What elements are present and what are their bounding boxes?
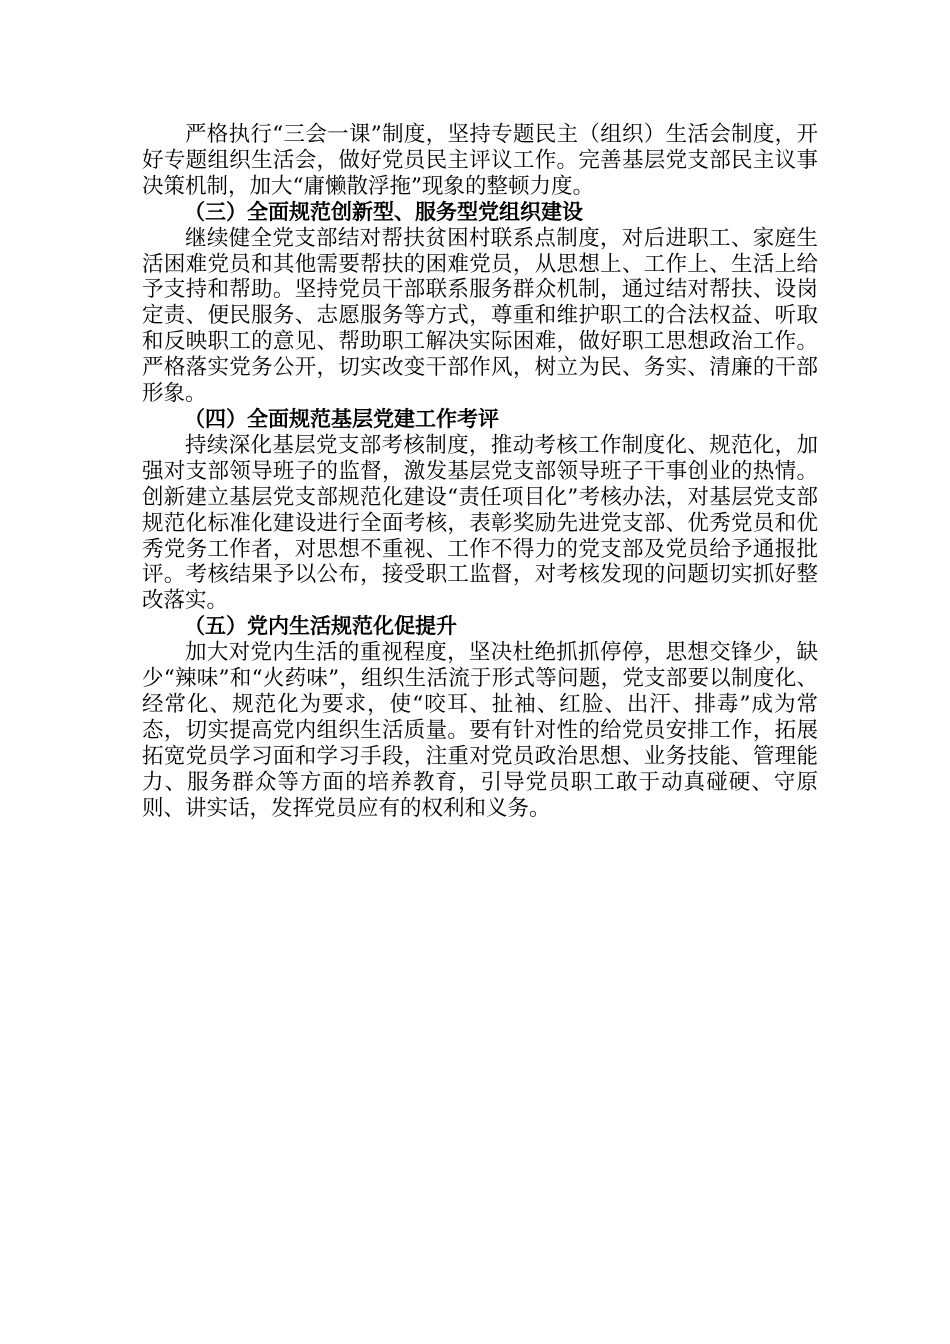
section-heading-5: （五）党内生活规范化促提升: [184, 614, 457, 639]
section-heading-3: （三）全面规范创新型、服务型党组织建设: [184, 199, 583, 224]
paragraph-party-life: 加大对党内生活的重视程度，坚决杜绝抓抓停停，思想交锋少，缺少“辣味”和“火药味”，组织生活流于形式等问题，党支部要以制度化、经常化、规范化为要求，使“咬耳、扯袖、红脸、出汗、排毒”成为常态，切实提高党内组织生活质量。要有针对性的给党员安排工作，拓展拓宽党员学习面和学习手段，注重对党员政治思想、业务技能、管理能力、服务群众等方面的培养教育，引导党员职工敢于动真碰硬、守原则、讲实话，发挥党员应有的权利和义务。: [142, 640, 818, 821]
paragraph-service-organization: 继续健全党支部结对帮扶贫困村联系点制度，对后进职工、家庭生活困难党员和其他需要帮扶的困难党员，从思想上、工作上、生活上给予支持和帮助。坚持党员干部联系服务群众机制，通过结对帮扶、设岗定责、便民服务、志愿服务等方式，尊重和维护职工的合法权益、听取和反映职工的意见、帮助职工解决实际困难，做好职工思想政治工作。严格落实党务公开，切实改变干部作风，树立为民、务实、清廉的干部形象。: [142, 225, 818, 407]
document-page: [142, 122, 818, 821]
paragraph-evaluation: 持续深化基层党支部考核制度，推动考核工作制度化、规范化，加强对支部领导班子的监督，激发基层党支部领导班子干事创业的热情。创新建立基层党支部规范化建设“责任项目化”考核办法，对基层党支部规范化标准化建设进行全面考核，表彰奖励先进党支部、优秀党员和优秀党务工作者，对思想不重视、工作不得力的党支部及党员给予通报批评。考核结果予以公布，接受职工监督，对考核发现的问题切实抓好整改落实。: [142, 432, 818, 614]
section-heading-4: （四）全面规范基层党建工作考评: [184, 406, 499, 431]
paragraph-meeting-system: 严格执行“三会一课”制度，坚持专题民主（组织）生活会制度，开好专题组织生活会，做好党员民主评议工作。完善基层党支部民主议事决策机制，加大“庸懒散浮拖”现象的整顿力度。: [142, 122, 818, 199]
